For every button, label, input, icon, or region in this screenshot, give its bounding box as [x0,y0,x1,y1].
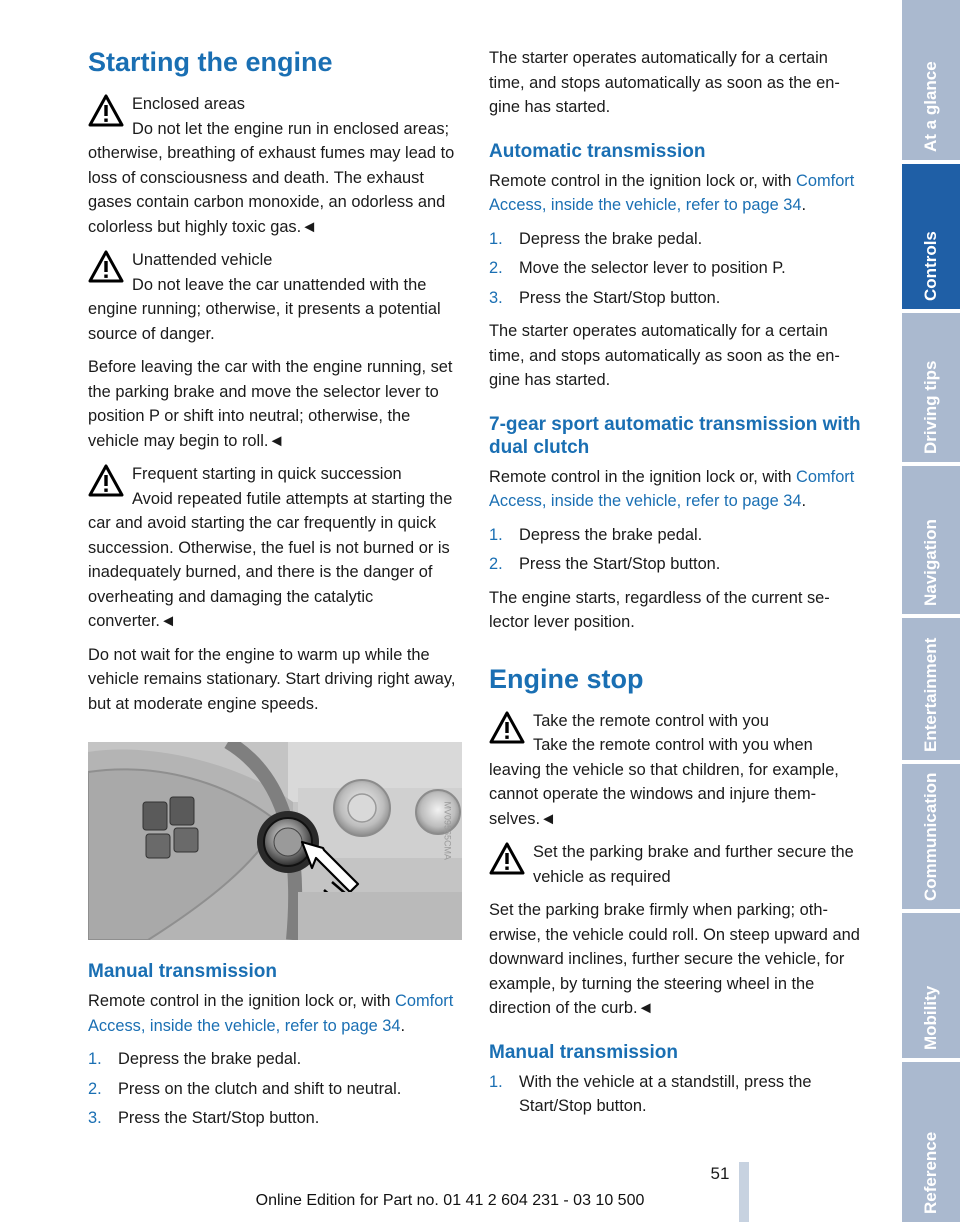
warning-title: Set the parking brake and further secure the vehicle as required [533,843,854,886]
text: . [801,492,807,510]
steps-list [489,227,863,311]
page-number: 51 [710,1164,730,1183]
image-code: MV09565CMA [443,801,453,860]
warning-title: Frequent starting in quick succession [132,465,402,483]
text: Remote control in the ignition lock or, with [489,467,797,486]
warning-frequent-starting [88,462,462,634]
section-title-engine-stop: Engine stop [489,663,644,694]
tab-reference[interactable] [902,1062,960,1222]
tab-communication[interactable] [902,764,960,909]
step-text: Depress the brake pedal. [519,229,703,248]
tab-mobility[interactable] [902,913,960,1058]
paragraph [489,465,863,514]
step-number: 1. [489,1072,503,1091]
step-number: 1. [489,525,503,544]
tab-controls[interactable] [902,164,960,309]
step-number: 2. [489,259,503,277]
paragraph: The engine starts, regardless of the current selector lever position. [489,588,830,631]
step-number: 2. [88,1079,102,1098]
step-text: Press the Start/Stop button. [519,288,721,307]
tab-label: Reference [921,1131,940,1214]
tab-label: Controls [921,231,940,301]
warning-title: Take the remote control with you [533,711,769,730]
warning-triangle-icon [489,841,525,877]
list-item [88,1106,462,1131]
list-item [489,286,863,311]
tab-label: Communication [921,772,940,901]
tab-navigation[interactable] [902,466,960,614]
steps-list [489,1070,863,1119]
list-item [489,552,863,577]
heading-dual-clutch-transmission: 7-gear sport automatic transmission with dual clutch [489,413,861,458]
steps-list [88,1047,462,1131]
steps-list [489,523,863,577]
list-item [489,227,863,252]
step-text: Press on the clutch and shift to neutral. [118,1079,402,1098]
step-number: 1. [489,229,503,248]
start-stop-button-photo [88,742,462,940]
text: . [400,1016,406,1035]
text: . [801,196,807,214]
dashboard-illustration [88,742,462,940]
page-reference-link[interactable]: Comfort Access, inside the vehicle, refer to page 34 [489,467,855,510]
section-title-starting-engine: Starting the engine [88,47,333,77]
left-column [88,40,462,1140]
list-item [489,1070,863,1119]
page-reference-link[interactable]: Comfort Access, inside the vehicle, refer to page 34 [88,992,454,1035]
warning-text: Take the remote control with you when leaving the vehicle so that children, for example, cannot operate the windows and injure themselves.◄ [489,736,839,828]
tab-label: At a glance [921,61,940,152]
step-text: Depress the brake pedal. [519,525,703,544]
step-number: 3. [88,1109,102,1127]
step-number: 3. [489,288,503,307]
warning-text: Avoid repeated futile attempts at starting the car and avoid starting the car frequently in quick succession. Otherwise, the fuel is not burned or is inadequately burned, and there is the danger of overheating and damaging the catalytic converter.◄ [88,489,453,630]
warning-title: Unattended vehicle [132,251,273,269]
tab-label: Mobility [921,985,940,1050]
paragraph: Set the parking brake firmly when parking; otherwise, the vehicle could roll. On steep upward and downward inclines, further secure the vehicle, for example, by turning the steering wheel in the direction of the curb.◄ [489,901,860,1017]
warning-remote-control [489,709,863,832]
step-text: Press the Start/Stop button. [118,1109,320,1127]
paragraph: The starter operates automatically for a certain time, and stops automatically as soon as the engine has started. [489,49,840,116]
paragraph [88,989,462,1038]
warning-triangle-icon [88,93,124,129]
text: Remote control in the ignition lock or, with [88,992,396,1010]
step-text: With the vehicle at a standstill, press the Start/Stop button. [519,1072,812,1115]
step-number: 2. [489,555,503,573]
paragraph: The starter operates automatically for a certain time, and stops automatically as soon as the engine has started. [489,322,840,389]
right-column [489,40,863,1128]
warning-text: Do not leave the car unattended with the engine running; otherwise, it presents a potential source of danger. [88,275,441,343]
tab-label: Driving tips [921,360,940,454]
list-item [489,256,863,281]
warning-title: Enclosed areas [132,95,245,113]
heading-manual-transmission: Manual transmission [88,961,277,982]
heading-automatic-transmission: Automatic transmission [489,140,706,162]
tab-entertainment[interactable] [902,618,960,760]
warning-unattended-vehicle [88,248,462,346]
warning-enclosed-areas [88,92,462,239]
tab-label: Entertainment [921,637,940,752]
paragraph: Before leaving the car with the engine running, set the parking brake and move the selector lever to position P or shift into neutral; otherwise, the vehicle may begin to roll.◄ [88,358,453,450]
warning-triangle-icon [489,710,525,746]
page-reference-link[interactable]: Comfort Access, inside the vehicle, refer to page 34 [489,171,855,214]
footer-text: Online Edition for Part no. 01 41 2 604 231 - 03 10 500 [255,1192,645,1209]
list-item [88,1047,462,1072]
tab-label: Navigation [921,519,940,606]
heading-manual-transmission-stop: Manual transmission [489,1041,678,1063]
text: Remote control in the ignition lock or, with [489,171,797,190]
tab-driving-tips[interactable] [902,313,960,462]
warning-parking-brake [489,840,863,889]
warning-text: Do not let the engine run in enclosed areas; otherwise, breathing of exhaust fumes may lead to loss of consciousness and death. The exhaust gases contain carbon monoxide, an odorless and colorless but highly toxic gas.◄ [88,119,455,236]
warning-triangle-icon [88,463,124,499]
paragraph: Do not wait for the engine to warm up while the vehicle remains stationary. Start driving right away, but at moderate engine speeds. [88,645,456,713]
list-item [88,1077,462,1102]
list-item [489,523,863,548]
paragraph [489,169,863,218]
step-text: Move the selector lever to position P. [519,259,786,277]
chapter-tabs [902,0,960,1222]
warning-triangle-icon [88,249,124,285]
step-text: Depress the brake pedal. [118,1050,302,1068]
step-text: Press the Start/Stop button. [519,555,721,573]
step-number: 1. [88,1050,102,1068]
tab-at-a-glance[interactable] [902,0,960,160]
